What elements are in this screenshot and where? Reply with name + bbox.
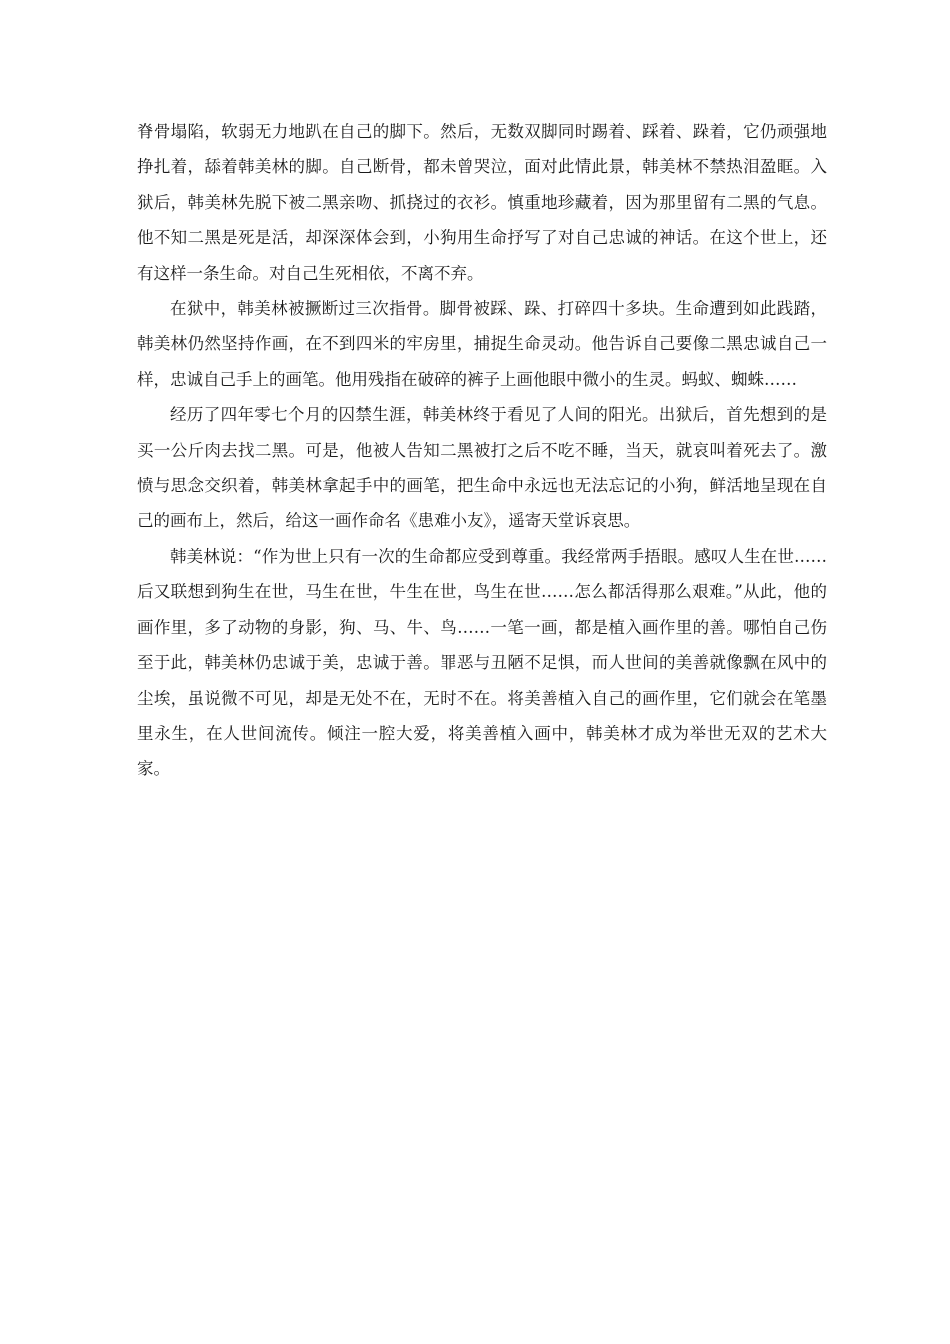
paragraph-2: 在狱中，韩美林被撅断过三次指骨。脚骨被踩、跺、打碎四十多块。生命遭到如此践踏，韩美林仍然坚持作画，在不到四米的牢房里，捕捉生命灵动。他告诉自己要像二黑忠诚自己一样，忠诚自己手上的画笔。他用残指在破碎的裤子上画他眼中微小的生灵。蚂蚁、蜘蛛……	[137, 299, 827, 389]
paragraph-1: 脊骨塌陷，软弱无力地趴在自己的脚下。然后，无数双脚同时踢着、踩着、跺着，它仍顽强地挣扎着，舔着韩美林的脚。自己断骨，都未曾哭泣，面对此情此景，韩美林不禁热泪盈眶。入狱后，韩美林先脱下被二黑亲吻、抓挠过的衣衫。慎重地珍藏着，因为那里留有二黑的气息。他不知二黑是死是活，却深深体会到，小狗用生命抒写了对自己忠诚的神话。在这个世上，还有这样一条生命。对自己生死相依，不离不弃。	[137, 122, 827, 283]
paragraph-4: 韩美林说：“作为世上只有一次的生命都应受到尊重。我经常两手捂眼。感叹人生在世……后又联想到狗生在世，马生在世，牛生在世，鸟生在世……怎么都活得那么艰难。”从此，他的画作里，多了动物的身影，狗、马、牛、鸟……一笔一画，都是植入画作里的善。哪怕自己伤至于此，韩美林仍忠诚于美，忠诚于善。罪恶与丑陋不足惧，而人世间的美善就像飘在风中的尘埃，虽说微不可见，却是无处不在，无时不在。将美善植入自己的画作里，它们就会在笔墨里永生，在人世间流传。倾注一腔大爱，将美善植入画中，韩美林才成为举世无双的艺术大家。	[137, 546, 827, 779]
paragraph-3: 经历了四年零七个月的囚禁生涯，韩美林终于看见了人间的阳光。出狱后，首先想到的是买一公斤肉去找二黑。可是，他被人告知二黑被打之后不吃不睡，当天，就哀叫着死去了。激愤与思念交织着，韩美林拿起手中的画笔，把生命中永远也无法忘记的小狗，鲜活地呈现在自己的画布上，然后，给这一画作命名《患难小友》，遥寄天堂诉哀思。	[137, 405, 827, 531]
article-body	[137, 114, 827, 787]
